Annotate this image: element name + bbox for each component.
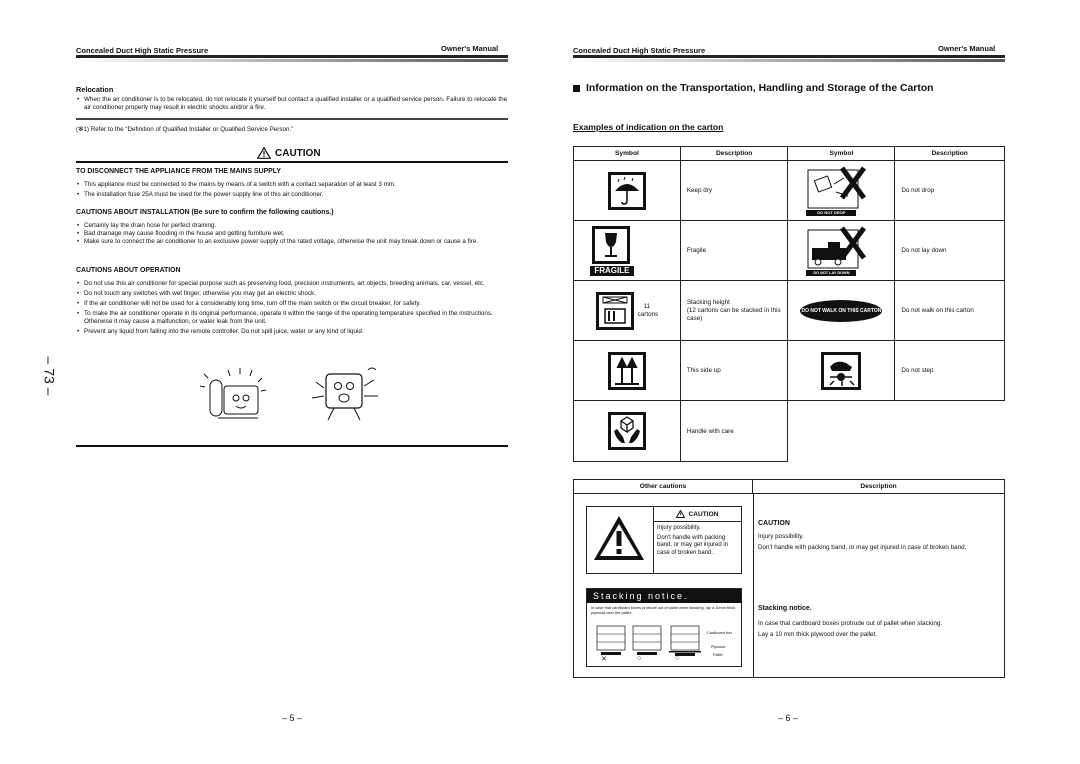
caution-box-body (653, 521, 740, 573)
left-header-shadow (76, 59, 508, 62)
col-header-description-1: Description (680, 147, 788, 161)
caution-box-injury: Injury possibility. (657, 525, 701, 531)
stacking-small-text: In case that cardboard boxes protrude out of pallet when stacking, lay a 10mm thick plywood over the pallet. (591, 605, 736, 615)
caution-box-text: Don't handle with packing band, or may get injured in case of broken band. (657, 534, 729, 556)
col-header-symbol-1: Symbol (574, 147, 681, 161)
symbol-cell (574, 161, 681, 221)
install-bullet-2: • Make sure to connect the air conditioner to an exclusive power supply of the rated voltage, otherwise the unit may break down or cause a fire. (76, 238, 508, 246)
empty-cell (895, 401, 1005, 462)
fragile-caption: FRAGILE (590, 266, 634, 276)
umbrella-icon (608, 172, 646, 210)
stacking-label-carton: Cardboard box (707, 631, 733, 635)
operation-title: CAUTIONS ABOUT OPERATION (76, 267, 181, 274)
stacking-icon (596, 292, 634, 330)
stacking-label-plywood: Plywood (711, 645, 726, 649)
description-do-not-step: Do not step (895, 341, 1005, 401)
left-page-number: – 5 – (282, 713, 303, 723)
symbol-cell (788, 161, 895, 221)
left-header-right: Owner's Manual (441, 44, 499, 53)
do-not-step-icon (821, 352, 861, 390)
other-cautions-divider (753, 494, 754, 677)
caution-desc-line1: Injury possibility. (758, 533, 804, 540)
operation-bullet-4: • To make the air conditioner operate in its original performance, operate it within the range of the operating temperature specified in the instructions. Otherwise it may cause a malfunction, or water leak from the unit. (76, 310, 508, 326)
stacking-mark-x: ✕ (601, 656, 607, 663)
right-page-number: – 6 – (778, 713, 799, 723)
appliance-cartoon-right (308, 364, 383, 424)
side-page-number: – 73 – (41, 356, 58, 396)
description-fragile: Fragile (680, 221, 788, 281)
right-header-right: Owner's Manual (938, 44, 996, 53)
symbol-cell (574, 221, 681, 281)
operation-bullet-3: • If the air conditioner will not be used for a considerably long time, turn off the main switch or the circuit breaker, for safety. (76, 300, 508, 308)
left-header-rule (76, 55, 508, 58)
description-do-not-drop: Do not drop (895, 161, 1005, 221)
caution-heading (257, 147, 321, 159)
relocation-title: Relocation (76, 85, 114, 94)
empty-cell (788, 401, 895, 462)
do-not-walk-icon (800, 300, 882, 322)
warning-small-icon (676, 510, 685, 518)
square-bullet-icon (573, 85, 580, 92)
right-header-rule (573, 55, 1005, 58)
stacking-label-pallet: Pallet (713, 653, 723, 657)
symbols-table (573, 146, 1005, 462)
stacking-count-unit: cartons (637, 310, 659, 318)
col-header-description-2: Description (895, 147, 1005, 161)
operation-list (76, 280, 508, 337)
footnote: (✻1) Refer to the “Definition of Qualified Installer or Qualified Service Person.” (76, 126, 294, 133)
this-side-up-icon (608, 352, 646, 390)
disconnect-list (76, 181, 508, 199)
stacking-desc-line2: Lay a 10 mm thick plywood over the pallet. (758, 631, 878, 638)
table-row (574, 341, 1005, 401)
caution-desc-line2: Don't handle with packing band, or may get injured in case of broken band. (758, 544, 967, 551)
stacking-mark-ok-1: ○ (637, 655, 642, 662)
subsection-title: Examples of indication on the carton (573, 122, 724, 132)
section-title: Information on the Transportation, Handling and Storage of the Carton (586, 83, 934, 94)
description-handle-with-care: Handle with care (680, 401, 788, 462)
description-this-side-up: This side up (680, 341, 788, 401)
do-not-drop-caption: DO NOT DROP (806, 210, 856, 216)
table-row (574, 161, 1005, 221)
caution-label: CAUTION (275, 147, 321, 159)
warning-triangle-icon (257, 147, 271, 159)
operation-bullet-2: • Do not touch any switches with wet finger, otherwise you may get an electric shock. (76, 290, 508, 298)
symbol-cell (574, 341, 681, 401)
caution-rule (76, 161, 508, 163)
right-header-title: Concealed Duct High Static Pressure (573, 46, 706, 55)
table-row (574, 221, 1005, 281)
relocation-list (76, 96, 508, 112)
table-row (574, 281, 1005, 341)
right-header-shadow (573, 59, 1005, 62)
relocation-bullet: • When the air conditioner is to be relocated, do not relocate it yourself but contact a qualified installer or a qualified service person. Failure to relocate the air conditioner properly may result in electric shocks and/or a fire. (76, 96, 508, 112)
stacking-banner: Stacking notice. (587, 589, 741, 603)
symbol-cell (574, 281, 681, 341)
other-cautions-table (573, 479, 1005, 678)
left-header-title: Concealed Duct High Static Pressure (76, 46, 209, 55)
do-not-lay-down-icon (806, 224, 876, 278)
caution-box-header (653, 507, 741, 522)
install-list (76, 222, 508, 246)
relocation-divider (76, 118, 508, 120)
symbol-cell (788, 221, 895, 281)
description-do-not-walk: Do not walk on this carton (895, 281, 1005, 341)
symbol-cell (788, 341, 895, 401)
operation-bullet-1: • Do not use this air conditioner for special purpose such as preserving food, precision instruments, art objects, breeding animals, car, vessel, etc. (76, 280, 508, 288)
symbol-cell (574, 401, 681, 462)
do-not-lay-down-caption: DO NOT LAY DOWN (806, 270, 856, 276)
stacking-mark-ok-2: ○ (675, 655, 680, 662)
caution-label-box (586, 506, 742, 574)
other-description-header: Description (753, 480, 1004, 494)
appliance-cartoon-left (198, 364, 273, 424)
disconnect-bullet-2: • The installation fuse 25A must be used for the power supply line of this air conditioner. (76, 191, 508, 199)
disconnect-title: TO DISCONNECT THE APPLIANCE FROM THE MAINS SUPPLY (76, 168, 281, 175)
stacking-diagram (595, 624, 705, 664)
left-bottom-rule (76, 445, 508, 447)
table-row (574, 401, 1005, 462)
col-header-symbol-2: Symbol (788, 147, 895, 161)
symbol-cell (788, 281, 895, 341)
install-bullet-1: • Certainly lay the drain hose for perfect draining. (76, 222, 508, 230)
caution-desc-title: CAUTION (758, 520, 790, 527)
operation-bullet-5: • Prevent any liquid from falling into the remote controller. Do not spill juice, water or any kind of liquid. (76, 328, 508, 336)
stacking-desc-line1: In case that cardboard boxes protrude out of pallet when stacking. (758, 620, 943, 627)
stacking-notice-image (586, 588, 742, 667)
caution-box-label: CAUTION (688, 510, 719, 518)
install-title: CAUTIONS ABOUT INSTALLATION (Be sure to confirm the following cautions.) (76, 209, 334, 216)
stacking-desc-title: Stacking notice. (758, 605, 812, 612)
handle-with-care-icon (608, 412, 646, 450)
do-not-walk-caption: DO NOT WALK ON THIS CARTON (801, 307, 882, 314)
fragile-symbol (590, 226, 664, 276)
do-not-drop-icon (806, 164, 876, 218)
stacking-symbol (575, 292, 679, 330)
description-stacking-height: Stacking height (12 cartons can be stacked in this case) (680, 281, 788, 341)
install-bullet-1-cont (76, 230, 508, 238)
stacking-count: 11 (643, 302, 651, 310)
other-cautions-header: Other cautions (574, 480, 753, 494)
glass-icon (592, 226, 630, 264)
description-keep-dry: Keep dry (680, 161, 788, 221)
warning-triangle-icon (591, 513, 647, 563)
description-do-not-lay-down: Do not lay down (895, 221, 1005, 281)
disconnect-bullet-1: • This appliance must be connected to the mains by means of a switch with a contact separation of at least 3 mm. (76, 181, 508, 189)
section-heading (573, 83, 934, 94)
install-bullet-1-cont-text: Bad drainage may cause flooding in the house and getting furniture wet. (84, 230, 285, 238)
